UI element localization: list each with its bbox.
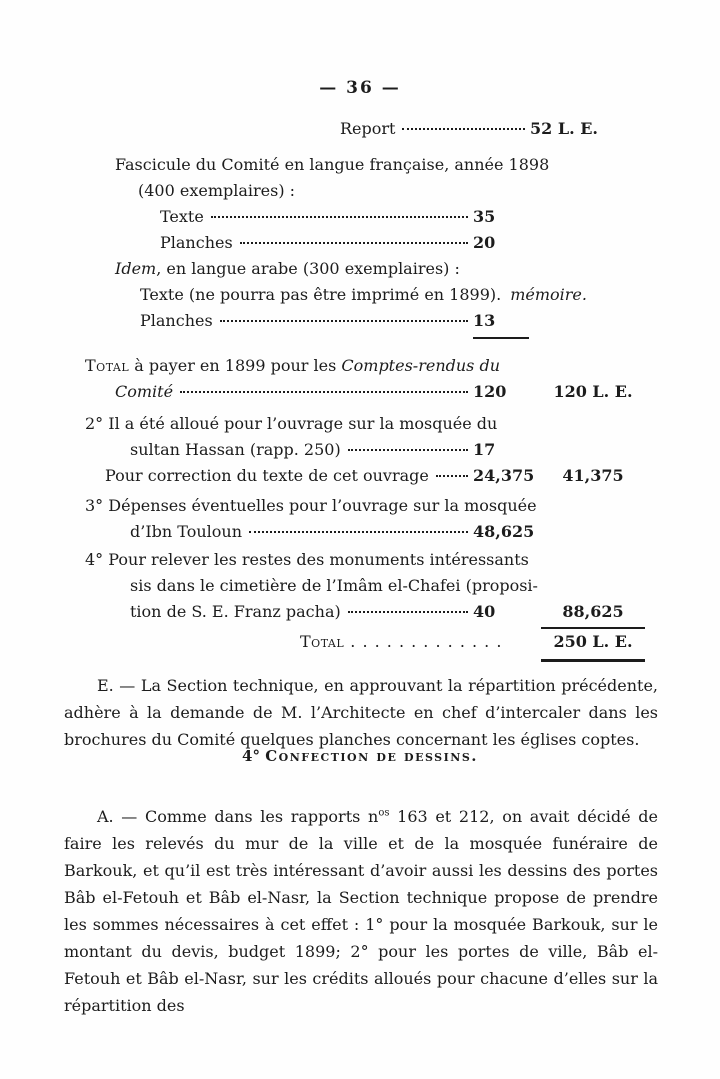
dotted-leader <box>180 391 468 393</box>
amount-col2: 120 L. E. <box>553 382 633 401</box>
ledger-label: Fascicule du Comité en langue française, année 1898 <box>115 155 550 174</box>
ledger-row-texte-fr <box>85 204 645 230</box>
amount-col1: 24,375 <box>473 466 535 485</box>
ledger-row-item3-1 <box>85 493 645 519</box>
ledger-row-planches-ar <box>85 308 645 339</box>
ledger-row-grand-total <box>85 629 645 662</box>
paragraph-e: E. — La Section technique, en approuvant la répartition précédente, adhère à la demande de M. l’Architecte en chef d’intercaler dans les brochures du Comité quelques planches concernant les églises coptes. <box>64 676 658 749</box>
ledger-row-fascicule-2 <box>85 178 645 204</box>
ledger-label: (400 exemplaires) : <box>138 181 296 200</box>
report-label: Report <box>340 119 396 138</box>
dotted-leader <box>402 128 525 130</box>
ledger-label: Comité <box>115 382 174 401</box>
ledger-row-item4-2 <box>85 573 645 599</box>
ledger-label: Planches <box>140 311 213 330</box>
amount-col1: 17 <box>473 440 496 459</box>
amount-col2: 88,625 <box>541 599 645 629</box>
dotted-leader <box>436 475 468 477</box>
section-number: 4° <box>242 747 260 765</box>
amount-col1: 40 <box>473 602 496 621</box>
ledger-label: 2° Il a été alloué pour l’ouvrage sur la mosquée du <box>85 414 498 433</box>
dotted-leader <box>211 216 468 218</box>
ledger-label: 4° Pour relever les restes des monuments intéressants <box>85 550 529 569</box>
amount-col1: 20 <box>473 233 496 252</box>
dotted-leader <box>249 531 468 533</box>
ledger-label: Idem, en langue arabe (300 exemplaires) : <box>115 259 460 278</box>
ledger-row-fascicule-1 <box>85 152 645 178</box>
section-title: Confection de dessins. <box>265 747 478 765</box>
ledger-label: 3° Dépenses éventuelles pour l’ouvrage sur la mosquée <box>85 496 537 515</box>
ledger-label: Pour correction du texte de cet ouvrage <box>105 466 429 485</box>
dotted-leader <box>348 449 468 451</box>
ledger-row-item3-2 <box>85 519 645 545</box>
amount-col1: 35 <box>473 207 496 226</box>
ledger-label: d’Ibn Touloun <box>130 522 243 541</box>
grand-total-amount: 250 L. E. <box>541 629 645 662</box>
amount-col1: 48,625 <box>473 522 535 541</box>
superscript-os: os <box>378 807 390 819</box>
ledger-label: sis dans le cimetière de l’Imâm el-Chafei (proposi- <box>130 576 538 595</box>
ledger-label: sultan Hassan (rapp. 250) <box>130 440 341 459</box>
ledger-label: Texte <box>160 207 204 226</box>
section-heading <box>64 747 656 765</box>
ledger-row-item2-3 <box>85 463 645 489</box>
page-number: — 36 — <box>319 78 401 98</box>
ledger-row-texte-ar <box>85 282 645 308</box>
grand-total-label: Total . . . . . . . . . . . . . <box>300 632 503 651</box>
ledger-row-idem <box>85 256 645 282</box>
report-row <box>340 116 598 142</box>
ledger-row-total-payer <box>85 353 645 379</box>
dotted-leader <box>240 242 468 244</box>
report-amount: 52 L. E. <box>530 119 598 138</box>
ledger-row-item2-2 <box>85 437 645 463</box>
paragraph-a: A. — Comme dans les rapports $n^{os}$ 163 et 212, on avait décidé de faire les relevés du mur de la ville et de la mosquée funéraire de Barkouk, et qu’il est très intéressant d’avoir aussi les dessins des portes Bâb el-Fetouh et Bâb el-Nasr, la Section technique propose de prendre les sommes nécessaires à cet effet : 1° pour la mosquée Barkouk, sur le montant du devis, budget 1899; 2° pour les portes de ville, Bâb el-Fetouh et Bâb el-Nasr, sur les crédits alloués pour chacune d’elles sur la répartition des <box>64 807 658 1015</box>
ledger-label: Total à payer en 1899 pour les Comptes-rendus du <box>85 356 501 375</box>
amount-col2: 41,375 <box>562 466 624 485</box>
amount-col1: 120 <box>473 382 507 401</box>
ledger-row-item4-3 <box>85 599 645 629</box>
memoire-note: mémoire. <box>510 285 587 304</box>
ledger-label: Planches <box>160 233 233 252</box>
dotted-leader <box>348 611 468 613</box>
ledger-label: tion de S. E. Franz pacha) <box>130 602 341 621</box>
dotted-leader <box>220 320 468 322</box>
ledger-row-planches-fr <box>85 230 645 256</box>
ledger-label: Texte (ne pourra pas être imprimé en 1899). <box>140 285 502 304</box>
amount-col1: 13 <box>473 308 541 339</box>
budget-ledger <box>85 152 645 662</box>
ledger-row-comite <box>85 379 645 405</box>
ledger-row-item4-1 <box>85 547 645 573</box>
ledger-row-item2-1 <box>85 411 645 437</box>
